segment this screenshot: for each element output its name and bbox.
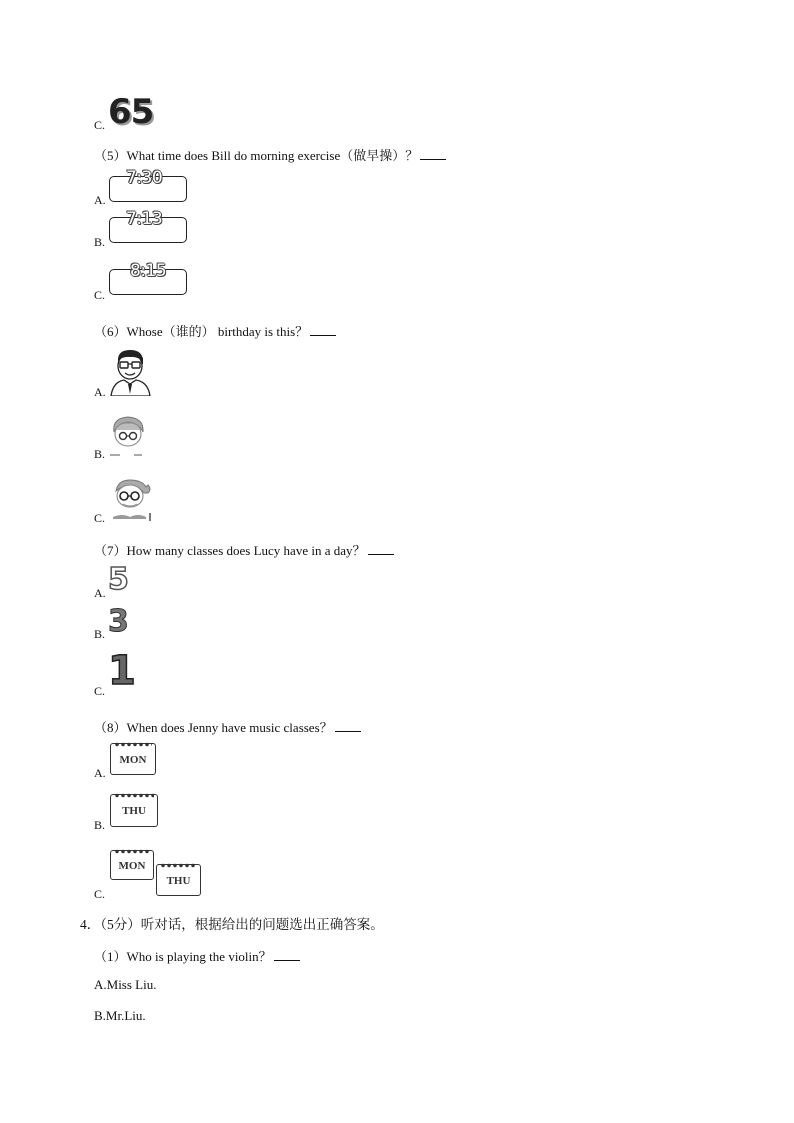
calendar-rings bbox=[114, 793, 154, 798]
option-letter: C. bbox=[94, 511, 106, 525]
question-6-text: （6）Whose（谁的） birthday is this？ bbox=[94, 324, 309, 339]
option-letter: A. bbox=[94, 766, 106, 780]
number-image-65: 65 bbox=[108, 92, 154, 132]
number-image-1: 1 bbox=[108, 648, 136, 694]
clock-time: 7:13 bbox=[126, 209, 163, 229]
clock-time: 7:30 bbox=[126, 168, 163, 188]
number-image-5: 5 bbox=[108, 562, 129, 597]
option-letter: A. bbox=[94, 193, 106, 207]
question-5-text: （5）What time does Bill do morning exercise（做早操）？ bbox=[94, 148, 419, 163]
option-letter: B. bbox=[94, 235, 106, 249]
section-4-question-1 bbox=[94, 946, 300, 965]
calendar-day-label: MON bbox=[119, 754, 147, 766]
calendar-day-label: MON bbox=[118, 860, 146, 872]
calendar-icon bbox=[110, 794, 158, 827]
question-8 bbox=[94, 717, 361, 736]
question-8-text: （8）When does Jenny have music classes？ bbox=[94, 720, 333, 735]
option-letter: B. bbox=[94, 627, 106, 641]
option-letter: C. bbox=[94, 684, 106, 698]
calendar-rings bbox=[114, 742, 152, 747]
young-man-with-glasses-icon bbox=[108, 346, 154, 396]
grandmother-with-glasses-icon bbox=[108, 414, 150, 458]
clock-time: 8:15 bbox=[130, 261, 167, 281]
section-4-option-a: A.Miss Liu. bbox=[94, 977, 157, 992]
calendar-rings bbox=[114, 849, 150, 854]
calendar-icon bbox=[110, 850, 154, 880]
option-letter: C. bbox=[94, 887, 106, 901]
answer-blank bbox=[274, 948, 300, 961]
question-7 bbox=[94, 540, 394, 559]
calendar-icon bbox=[156, 864, 201, 896]
number-image-3: 3 bbox=[108, 604, 129, 639]
calendar-rings bbox=[160, 863, 197, 868]
answer-blank bbox=[420, 147, 446, 160]
grandfather-with-glasses-icon bbox=[108, 477, 154, 523]
answer-blank bbox=[310, 323, 336, 336]
option-letter: B. bbox=[94, 818, 106, 832]
calendar-day-label: THU bbox=[122, 805, 146, 817]
option-letter: B. bbox=[94, 447, 106, 461]
section-4-heading: 4．（5分）听对话，根据给出的问题选出正确答案。 bbox=[80, 917, 384, 932]
section-4-option-b: B.Mr.Liu. bbox=[94, 1008, 146, 1023]
option-letter: C. bbox=[94, 118, 106, 132]
question-5 bbox=[94, 145, 446, 164]
answer-blank bbox=[368, 542, 394, 555]
question-7-text: （7）How many classes does Lucy have in a day？ bbox=[94, 543, 366, 558]
question-6 bbox=[94, 321, 336, 340]
section-4-question-1-text: （1）Who is playing the violin？ bbox=[94, 949, 272, 964]
option-letter: A. bbox=[94, 385, 106, 399]
answer-blank bbox=[335, 719, 361, 732]
calendar-day-label: THU bbox=[166, 875, 191, 887]
option-letter: A. bbox=[94, 586, 106, 600]
option-letter: C. bbox=[94, 288, 106, 302]
calendar-icon bbox=[110, 743, 156, 775]
